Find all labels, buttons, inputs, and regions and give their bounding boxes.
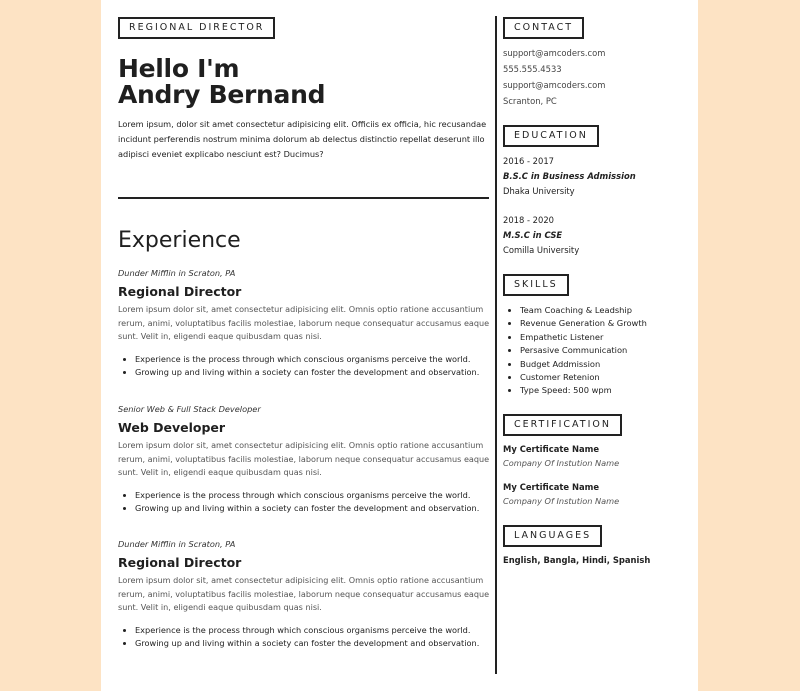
education-degree: B.S.C in Business Admission [503,171,636,181]
job-bullet: • Experience is the process through which conscious organisms perceive the world. [135,624,490,638]
contact-phone: 555.555.4533 [503,64,562,74]
contact-address: Scranton, PC [503,96,557,106]
skill-item: • Revenue Generation & Growth [520,317,693,330]
education-school: Dhaka University [503,186,575,196]
skills-list [503,304,693,398]
contact-heading: CONTACT [503,17,584,39]
education-degree: M.S.C in CSE [503,230,563,240]
job-bullets [118,353,490,380]
job-bullets [118,489,490,516]
certificate-company: Company Of Instution Name [503,458,620,468]
skill-item: • Budget Addmission [520,358,693,371]
job-entry [118,403,490,516]
skill-item: • Persasive Communication [520,344,693,357]
certification-entry [503,442,693,470]
role-badge: REGIONAL DIRECTOR [118,17,275,39]
skill-item: • Customer Retenion [520,371,693,384]
intro-paragraph: Lorem ipsum, dolor sit amet consectetur adipisicing elit. Officiis ex officia, hic recusandae incidunt perferendis nostrum minima dolorum ab delectus distinctio repellat deserunt illo adipisci eveniet explicabo nesciunt est? Ducimus? [118,119,487,159]
job-entry [118,538,490,651]
column-divider [495,16,497,674]
contact-email: support@amcoders.com [503,48,606,58]
job-title: Web Developer [118,420,226,435]
experience-heading: Experience [118,228,241,253]
job-meta: Senior Web & Full Stack Developer [118,404,261,414]
section-divider [118,197,489,199]
skill-item: • Type Speed: 500 wpm [520,384,693,397]
job-bullet: • Growing up and living within a society can foster the development and observation. [135,502,490,516]
job-entry [118,267,490,380]
skill-item: • Empathetic Listener [520,331,693,344]
job-meta: Dunder Mifflin in Scraton, PA [118,268,236,278]
certificate-name: My Certificate Name [503,482,600,492]
certification-entry [503,480,693,508]
resume-sheet [101,0,698,691]
job-bullet: • Experience is the process through which conscious organisms perceive the world. [135,353,490,367]
certification-heading: CERTIFICATION [503,414,622,436]
job-bullets [118,624,490,651]
education-entry [503,154,693,199]
skills-heading: SKILLS [503,274,569,296]
job-description: Lorem ipsum dolor sit, amet consectetur adipisicing elit. Omnis optio ratione accusantium rerum, animi, voluptatibus facilis molestiae, laborum neque consequatur accusamus eaque sunt. Velit in, eligendi eaque quibusdam quas nisi. [118,575,490,612]
hello-line-1: Hello I'm [118,54,240,83]
job-bullet: • Growing up and living within a society can foster the development and observation. [135,366,490,380]
page-title [118,56,325,108]
contact-list [503,45,693,109]
job-bullet: • Growing up and living within a society can foster the development and observation. [135,637,490,651]
education-years: 2016 - 2017 [503,156,554,166]
certificate-name: My Certificate Name [503,444,600,454]
contact-email-secondary: support@amcoders.com [503,80,606,90]
hello-line-2: Andry Bernand [118,80,326,109]
job-bullet: • Experience is the process through which conscious organisms perceive the world. [135,489,490,503]
job-description: Lorem ipsum dolor sit, amet consectetur adipisicing elit. Omnis optio ratione accusantium rerum, animi, voluptatibus facilis molestiae, laborum neque consequatur accusamus eaque sunt. Velit in, eligendi eaque quibusdam quas nisi. [118,304,490,341]
education-school: Comilla University [503,245,580,255]
languages-list: English, Bangla, Hindi, Spanish [503,555,651,565]
job-meta: Dunder Mifflin in Scraton, PA [118,539,236,549]
job-title: Regional Director [118,284,242,299]
education-years: 2018 - 2020 [503,215,554,225]
skill-item: • Team Coaching & Leadship [520,304,693,317]
education-entry [503,213,693,258]
languages-heading: LANGUAGES [503,525,602,547]
job-description: Lorem ipsum dolor sit, amet consectetur adipisicing elit. Omnis optio ratione accusantium rerum, animi, voluptatibus facilis molestiae, laborum neque consequatur accusamus eaque sunt. Velit in, eligendi eaque quibusdam quas nisi. [118,440,490,477]
education-heading: EDUCATION [503,125,599,147]
job-title: Regional Director [118,555,242,570]
certificate-company: Company Of Instution Name [503,496,620,506]
